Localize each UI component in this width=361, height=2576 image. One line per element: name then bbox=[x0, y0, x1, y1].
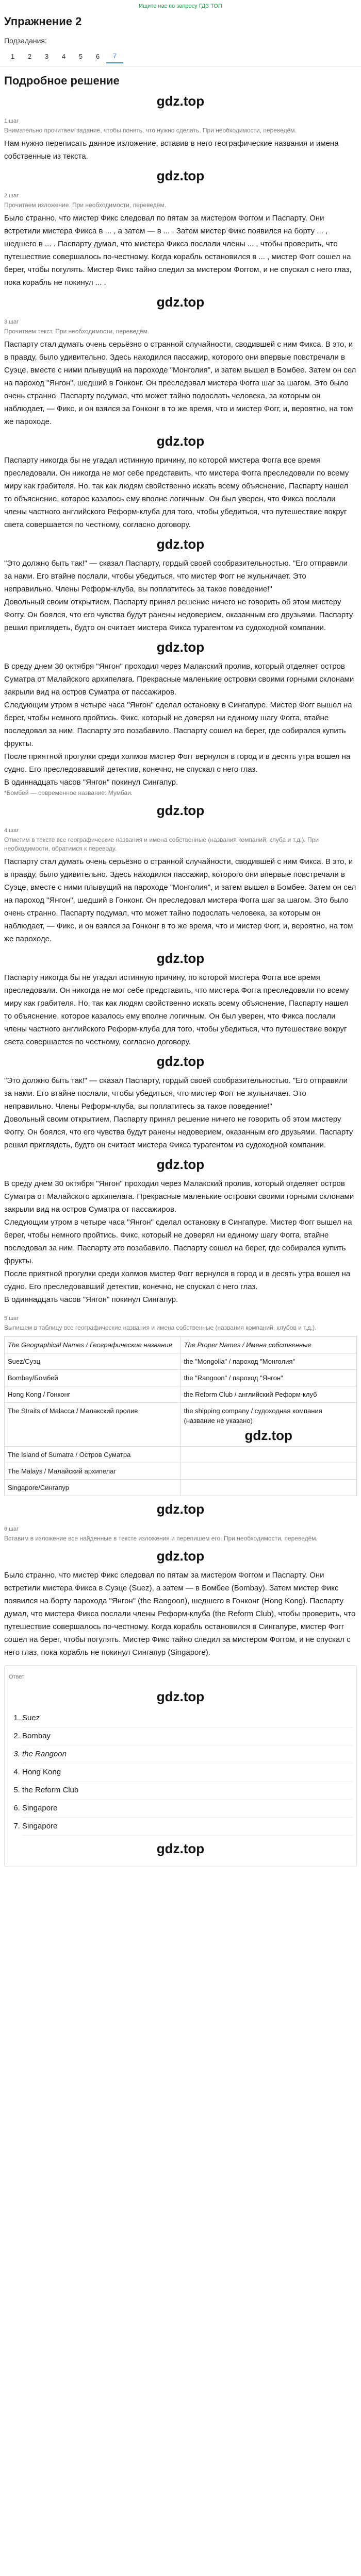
answer-label: Ответ bbox=[9, 1674, 25, 1680]
exercise-title: Упражнение 2 bbox=[4, 15, 82, 28]
story-paragraph: В одиннадцать часов "Янгон" покинул Сингапур. bbox=[4, 778, 178, 787]
table-cell: the Reform Club / английский Реформ-клуб bbox=[180, 1386, 357, 1403]
table-cell: Suez/Суэц bbox=[5, 1353, 181, 1370]
watermark: gdz.top bbox=[156, 1157, 205, 1172]
subtask-link-4[interactable]: 4 bbox=[61, 52, 66, 60]
step-instruction: Прочитаем изложение. При необходимости, переведём. bbox=[4, 201, 167, 209]
step-instruction: Прочитаем текст. При необходимости, переведём. bbox=[4, 328, 150, 335]
table-row bbox=[5, 1403, 357, 1447]
table-cell: The Straits of Malacca / Малакский пролив bbox=[5, 1403, 181, 1447]
table-row bbox=[5, 1463, 357, 1480]
answer-item: 4. Hong Kong bbox=[22, 1764, 352, 1782]
table-row bbox=[5, 1370, 357, 1386]
answer-block bbox=[4, 1665, 357, 1867]
watermark: gdz.top bbox=[156, 1548, 205, 1564]
answer-item: 3. the Rangoon bbox=[22, 1745, 352, 1764]
step-label: 3 шаг bbox=[4, 319, 19, 325]
table-cell: The Malays / Малайский архипелаг bbox=[5, 1463, 181, 1480]
marked-paragraph: Паспарту никогда бы не угадал истинную причину, по которой мистера Фогга все время преследовали. Он никогда не мог себе представить, что мистера Фогга преследовали по всему миру как грабителя. Но, так как людям свойственно искать всему объяснение, Паспарту нашел то объяснение, которое казалось ему вполне логичным. Он был уверен, что Фикса послали члены частного английского Реформ-клуба для того, чтобы убедиться, что путешествие вокруг света совершается по честному, согласно договору. bbox=[4, 973, 349, 1046]
step-1 bbox=[4, 93, 357, 163]
watermark: gdz.top bbox=[156, 951, 205, 966]
watermark: gdz.top bbox=[156, 1689, 205, 1704]
watermark: gdz.top bbox=[156, 433, 205, 449]
step-3 bbox=[4, 294, 357, 798]
subtask-link-1[interactable]: 1 bbox=[10, 52, 15, 60]
table-cell: the "Mongolia" / пароход "Монголия" bbox=[180, 1353, 357, 1370]
step-instruction: Выпишем в таблицу все географические названия и имена собственные (названия компаний, клубов и т.д.). bbox=[4, 1324, 317, 1331]
table-row bbox=[5, 1353, 357, 1370]
step-4 bbox=[4, 803, 357, 1306]
table-cell bbox=[180, 1403, 357, 1447]
watermark: gdz.top bbox=[156, 536, 205, 552]
subtask-link-2[interactable]: 2 bbox=[27, 52, 32, 60]
answer-item: 5. the Reform Club bbox=[22, 1782, 352, 1800]
table-row bbox=[5, 1386, 357, 1403]
marked-paragraph: В одиннадцать часов "Янгон" покинул Сингапур. bbox=[4, 1295, 178, 1304]
watermark: gdz.top bbox=[156, 93, 205, 109]
table-header bbox=[5, 1337, 357, 1353]
promo-banner[interactable]: Ищите нас по запросу ГДЗ ТОП bbox=[139, 3, 222, 9]
marked-paragraph: Довольный своим открытием, Паспарту принял решение ничего не говорить об этом мистеру Фоггу. Он боялся, что его чувства будут ранены недоверием, оказанным его друзьями. Паспарту решил приглядеть, будто он считает мистера Фикса турагентом из судоходной компании. bbox=[4, 1115, 353, 1149]
table-cell-text: the shipping company / судоходная компания (название не указано) bbox=[184, 1407, 322, 1425]
story-paragraph: Паспарту никогда бы не угадал истинную причину, по которой мистера Фогга все время преследовали. Он никогда не мог себе представить, что мистера Фогга преследовали по всему миру как грабителя. Но, так как людям свойственно искать всему объяснение, Паспарту нашел то объяснение, которое казалось ему вполне логичным. Он был уверен, что Фикса послали члены частного английского Реформ-клуба для того, чтобы убедиться, что путешествие вокруг света совершается по честному, согласно договору. bbox=[4, 456, 349, 529]
subtask-link-5[interactable]: 5 bbox=[78, 52, 83, 60]
answer-item: 6. Singapore bbox=[22, 1800, 352, 1818]
subtask-pager bbox=[4, 49, 357, 63]
answer-item: 7. Singapore bbox=[22, 1818, 352, 1836]
footnote: *Бомбей — современное название: Мумбаи. bbox=[4, 789, 133, 796]
table-cell bbox=[180, 1447, 357, 1463]
step-2 bbox=[4, 168, 357, 289]
step-text: Было странно, что мистер Фикс следовал по пятам за мистером Фоггом и Паспарту. Они встретили мистера Фикса в ... , а затем — в ... . Затем мистер Фикс появился на борту ... , шедшего в ... . Паспарту думал, что мистера Фикса послали члены ... , чтобы проверить, что путешествие совершалось по-честному. Когда корабль остановился в ... , мистер Фогг сошел на берег, чтобы погулять. Мистер Фикс тайно следил за мистером Фоггом, и не спускал с него глаз, пока корабль не покинул ... . bbox=[4, 214, 352, 287]
solution-title: Подробное решение bbox=[4, 74, 120, 87]
answer-list bbox=[9, 1709, 352, 1836]
table-cell bbox=[180, 1480, 357, 1496]
story-paragraph: "Это должно быть так!" — сказал Паспарту, гордый своей сообразительностью. "Его отправили за нами. Его втайне послали, чтобы убедиться, что мистер Фогг не жульничает. Это неправильно. Члены Реформ-клуба, вы поплатитесь за такое поведение!" bbox=[4, 559, 348, 594]
table-cell: Bombay/Бомбей bbox=[5, 1370, 181, 1386]
watermark: gdz.top bbox=[244, 1428, 292, 1443]
marked-paragraph: После приятной прогулки среди холмов мистер Фогг вернулся в город и в десять утра вошел на судно. Его преследовавший детектив, конечно, не спускал с него глаз. bbox=[4, 1269, 351, 1291]
answer-item: 2. Bombay bbox=[22, 1727, 352, 1745]
watermark: gdz.top bbox=[156, 1841, 205, 1856]
table-header-cell: The Geographical Names / Географические названия bbox=[5, 1337, 181, 1353]
step-instruction: Внимательно прочитаем задание, чтобы понять, что нужно сделать. При необходимости, переведём. bbox=[4, 127, 297, 134]
table-header-cell: The Proper Names / Имена собственные bbox=[180, 1337, 357, 1353]
story-paragraph: После приятной прогулки среди холмов мистер Фогг вернулся в город и в десять утра вошел на судно. Его преследовавший детектив, конечно, не спускал с него глаз. bbox=[4, 752, 351, 774]
subtask-link-6[interactable]: 6 bbox=[95, 52, 100, 60]
table-cell: Hong Kong / Гонконг bbox=[5, 1386, 181, 1403]
watermark: gdz.top bbox=[156, 803, 205, 818]
marked-paragraph: Следующим утром в четыре часа "Янгон" сделал остановку в Сингапуре. Мистер Фогг вышел на берег, чтобы немного пройтись. Фикс, который не доверял ни единому шагу Фогга, втайне последовал за ним. Паспарту это позабавило. Паспарту сошел на берег, где собирался купить фрукты. bbox=[4, 1218, 352, 1265]
story-paragraph: В среду днем 30 октября "Янгон" проходил через Малакский пролив, который отделяет остров Суматра от Малайского архипелага. Прекрасные маленькие островки своими горными склонами закрыли вид на остров Суматра от пассажиров. bbox=[4, 662, 354, 697]
table-row bbox=[5, 1480, 357, 1496]
step-label: 2 шаг bbox=[4, 193, 19, 199]
step-instruction: Вставим в изложение все найденные в тексте изложения и перепишем его. При необходимости, переведём. bbox=[4, 1535, 318, 1542]
step-instruction: Отметим в тексте все географические названия и имена собственные (названия компаний, клуба и т.д.). При необходимости, обратимся к переводу. bbox=[4, 836, 319, 852]
subtask-link-7-active[interactable]: 7 bbox=[106, 49, 123, 63]
step-5 bbox=[4, 1314, 357, 1496]
step-label: 5 шаг bbox=[4, 1315, 19, 1321]
marked-paragraph: Паспарту стал думать очень серьёзно о странной случайности, сводившей с ним Фикса. В это, и в правду, было удивительно. Здесь находился пассажир, которого они впервые повстречали в Суэце, вместе с ними плывущий на пароходе "Монголия", и затем вышел в Бомбее. Затем он сел на пароход "Янгон", шедший в Гонконг. Он преследовал мистера Фогга шаг за шагом. Это было очень странно. Паспарту подумал, что может тайно подослать человека, за которым он наблюдает, — Фикс, и он взялся за Гонконг в то же время, что и мистер Фогг, и, вероятно, на том же пароходе. bbox=[4, 857, 356, 943]
watermark: gdz.top bbox=[156, 639, 205, 655]
watermark: gdz.top bbox=[156, 1054, 205, 1069]
table-cell: The Island of Sumatra / Остров Суматра bbox=[5, 1447, 181, 1463]
step-label: 6 шаг bbox=[4, 1526, 19, 1532]
marked-paragraph: В среду днем 30 октября "Янгон" проходил через Малакский пролив, который отделяет остров Суматра от Малайского архипелага. Прекрасные маленькие островки своими горными склонами закрыли вид на остров Суматра от пассажиров. bbox=[4, 1179, 354, 1214]
story-paragraph: Паспарту стал думать очень серьёзно о странной случайности, сводившей с ним Фикса. В это, и в правду, было удивительно. Здесь находился пассажир, которого они впервые повстречали в Суэце, вместе с ними плывущий на пароходе "Монголия", и затем вышел в Бомбее. Затем он сел на пароход "Янгон", шедший в Гонконг. Он преследовал мистера Фогга шаг за шагом. Это было очень странно. Паспарту подумал, что может тайно подослать человека, за которым он наблюдает, — Фикс, и он взялся за Гонконг в то же время, что и мистер Фогг, и, вероятно, на том же пароходе. bbox=[4, 340, 356, 426]
watermark: gdz.top bbox=[156, 294, 205, 310]
answer-item: 1. Suez bbox=[22, 1709, 352, 1727]
subtask-link-3[interactable]: 3 bbox=[44, 52, 49, 60]
names-table bbox=[4, 1336, 357, 1496]
table-cell: the "Rangoon" / пароход "Янгон" bbox=[180, 1370, 357, 1386]
step-label: 4 шаг bbox=[4, 827, 19, 834]
step-text: Нам нужно переписать данное изложение, вставив в него географические названия и имена собственные из текста. bbox=[4, 139, 339, 161]
table-cell: Singapore/Сингапур bbox=[5, 1480, 181, 1496]
subtasks-label: Подзадания: bbox=[4, 37, 47, 45]
step-6 bbox=[4, 1501, 357, 1659]
story-paragraph: Довольный своим открытием, Паспарту принял решение ничего не говорить об этом мистеру Фоггу. Он боялся, что его чувства будут ранены недоверием, оказанным его друзьями. Паспарту решил приглядеть, будто он считает мистера Фикса турагентом из судоходной компании. bbox=[4, 598, 353, 632]
watermark: gdz.top bbox=[156, 168, 205, 183]
marked-paragraph: "Это должно быть так!" — сказал Паспарту, гордый своей сообразительностью. "Его отправили за нами. Его втайне послали, чтобы убедиться, что мистер Фогг не жульничает. Это неправильно. Члены Реформ-клуба, вы поплатитесь за такое поведение!" bbox=[4, 1076, 348, 1111]
story-paragraph: Следующим утром в четыре часа "Янгон" сделал остановку в Сингапуре. Мистер Фогг вышел на берег, чтобы немного пройтись. Фикс, который не доверял ни единому шагу Фогга, втайне последовал за ним. Паспарту это позабавило. Паспарту сошел на берег, где собирался купить фрукты. bbox=[4, 701, 352, 748]
table-row bbox=[5, 1447, 357, 1463]
step-label: 1 шаг bbox=[4, 118, 19, 124]
table-cell bbox=[180, 1463, 357, 1480]
final-text: Было странно, что мистер Фикс следовал по пятам за мистером Фоггом и Паспарту. Они встретили мистера Фикса в Суэце (Suez), а затем — в Бомбее (Bombay). Затем мистер Фикс появился на борту парохода "Янгон" (the Rangoon), шедшего в Гонконг (Hong Kong). Паспарту думал, что мистера Фикса послали члены Реформ-клуба (the Reform Club), чтобы проверить, что путешествие совершалось по-честному. Когда корабль остановился в Сингапуре, мистер Фогг сошел на берег, чтобы погулять. Мистер Фикс тайно следил за мистером Фоггом, и не спускал с него глаз, пока корабль не покинул Сингапур (Singapore). bbox=[4, 1571, 356, 1657]
watermark: gdz.top bbox=[156, 1501, 205, 1517]
